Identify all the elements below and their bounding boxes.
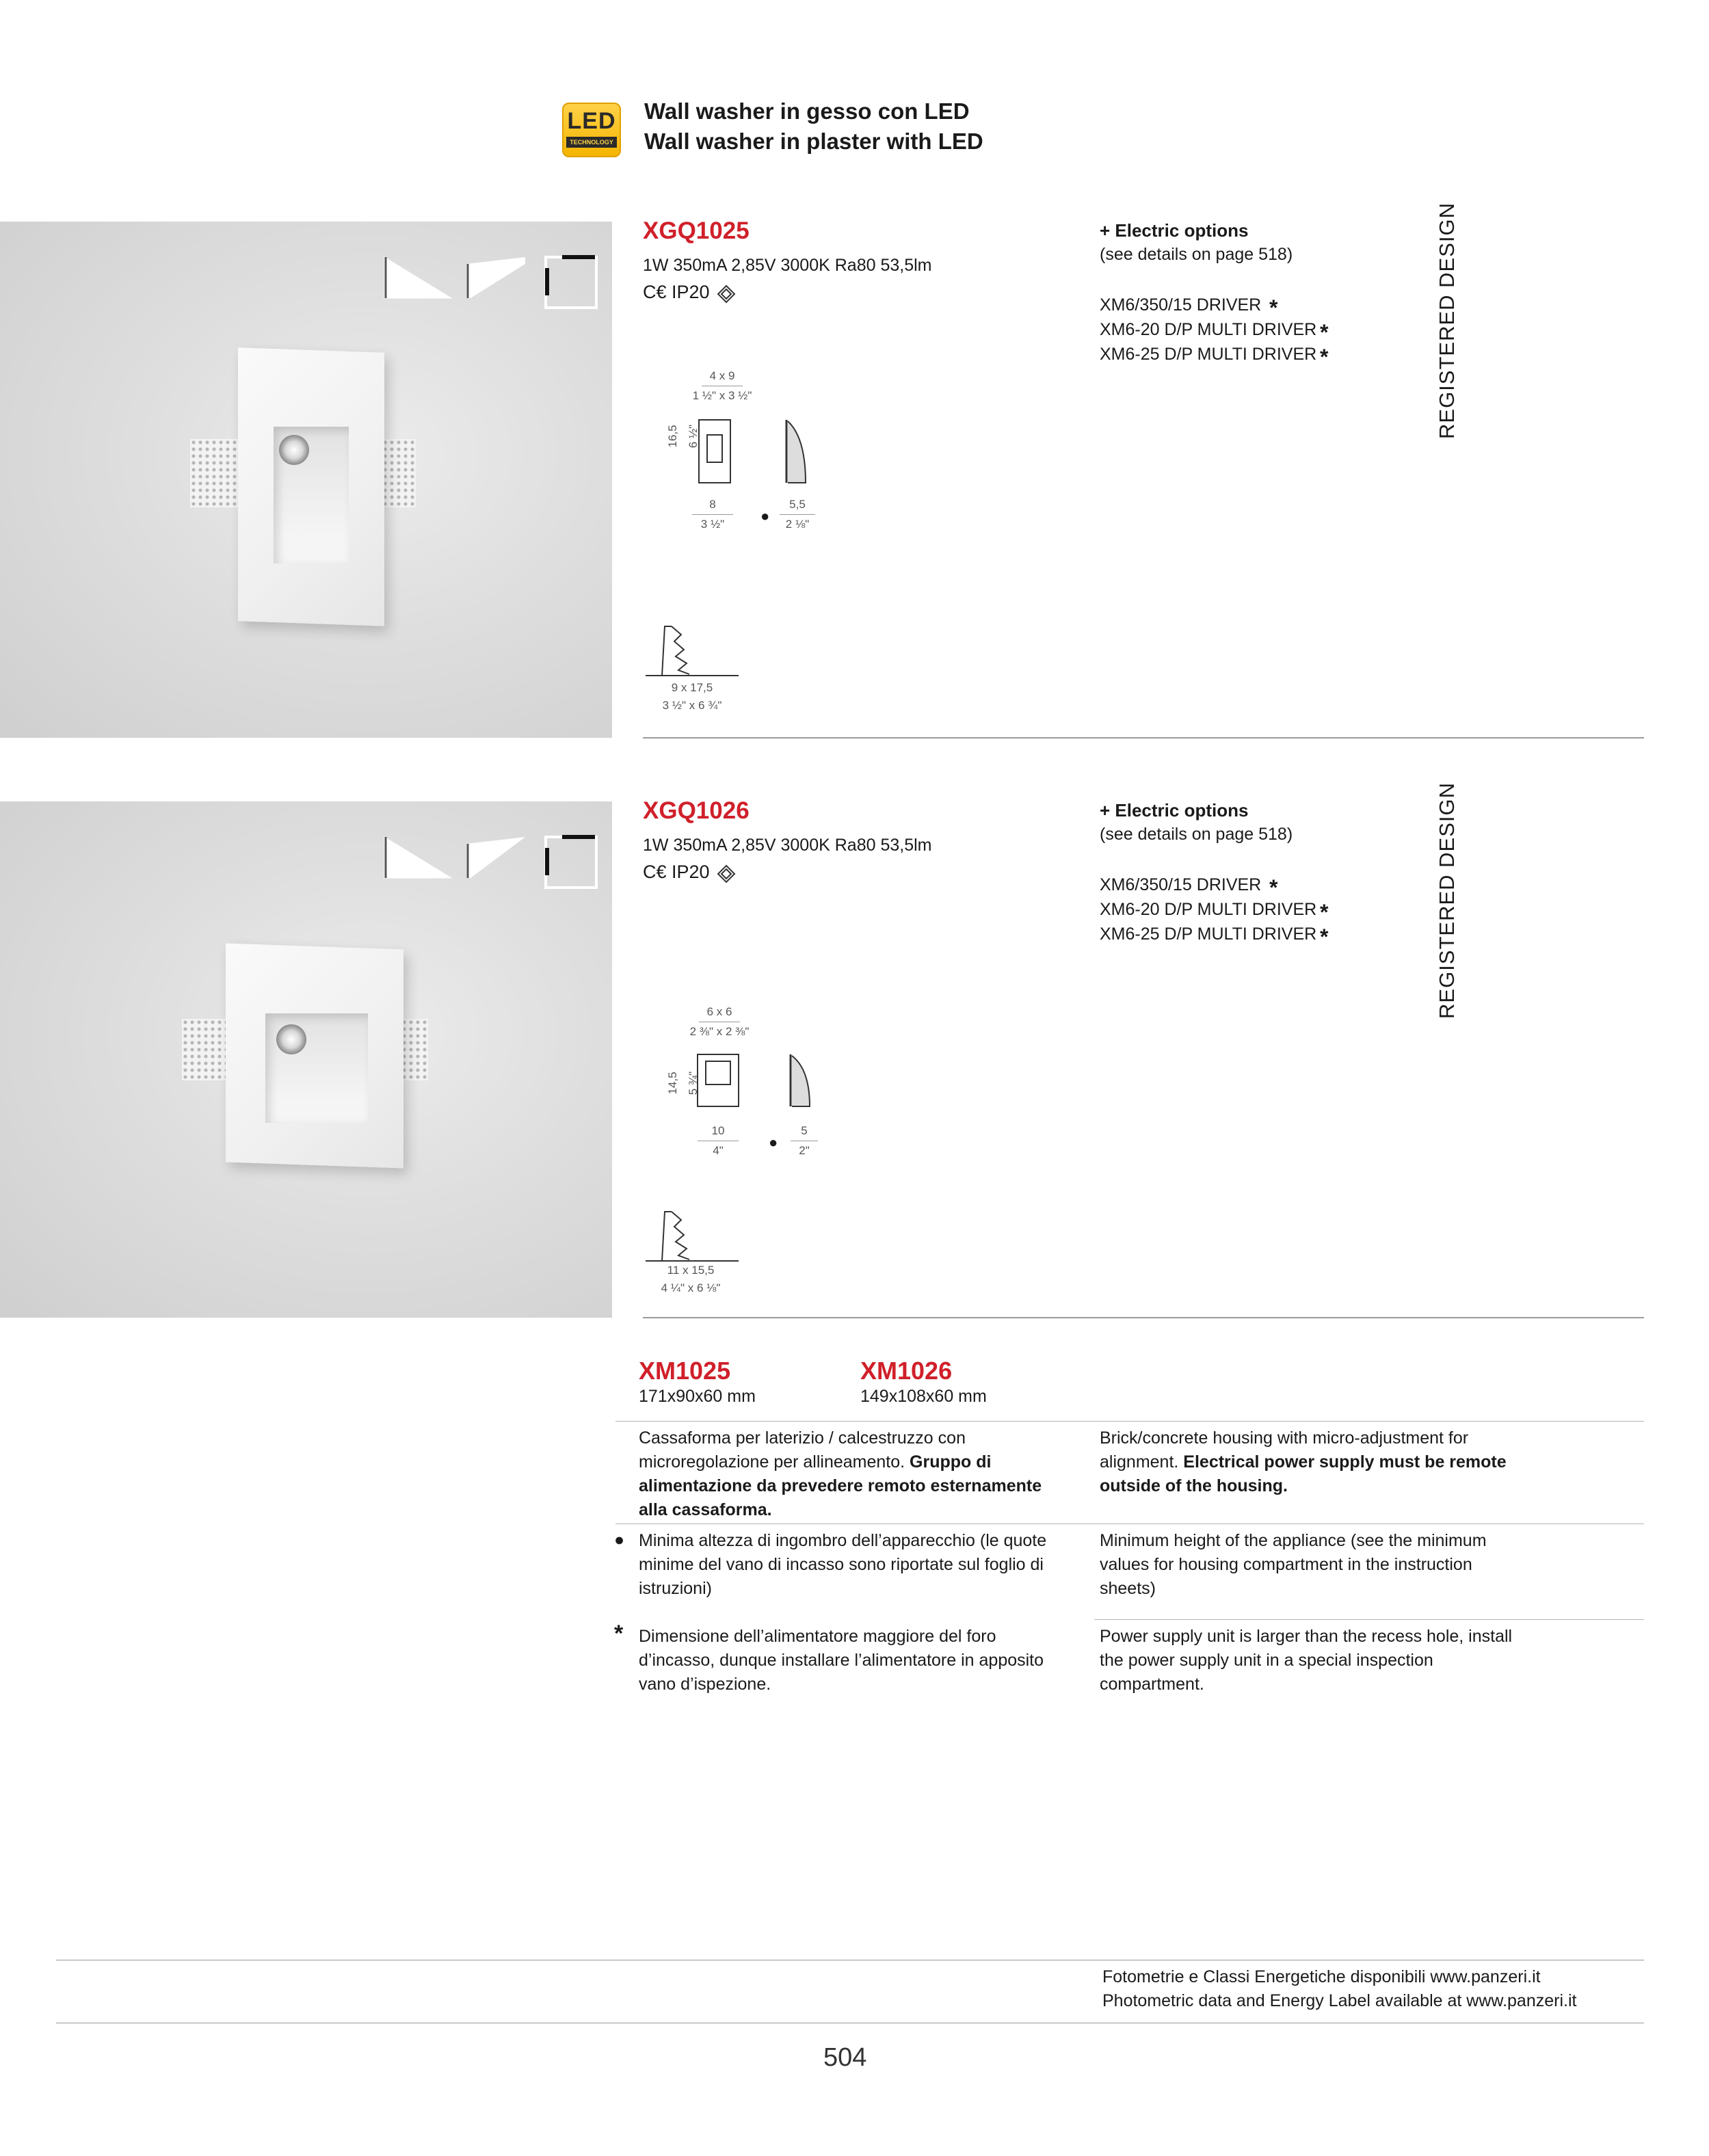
dim-width [672,498,754,531]
dim-depth-cm: 5 [801,1124,808,1137]
dim-width-in: 4" [713,1144,724,1157]
dim-width-cm: 8 [709,498,716,511]
option-item: XM6-20 D/P MULTI DRIVER [1100,900,1317,919]
product-code: XGQ1025 [643,217,750,244]
product-photo-xgq1026 [0,801,612,1318]
dim-cutout-in: 4 ¼" x 6 ⅛" [661,1281,721,1294]
dim-depth-in: 2" [799,1144,810,1157]
certification-marks: C€ IP20 [643,282,710,302]
product-code: XGQ1026 [643,797,750,824]
product-specs: 1W 350mA 2,85V 3000K Ra80 53,5lm [643,836,932,855]
dim-height-cm: 14,5 [666,1072,679,1095]
dim-width [677,1124,759,1158]
led-lens [279,435,309,465]
min-height-bullet: ● [769,1134,778,1151]
housing-note-english [1100,1426,1531,1498]
option-item: XM6-25 D/P MULTI DRIVER [1100,345,1317,364]
product-photo-xgq1025 [0,222,612,738]
option-item: XM6-20 D/P MULTI DRIVER [1100,320,1317,339]
dim-cutout-in: 3 ½" x 6 ¾" [662,699,722,712]
footer-line-italian: Fotometrie e Classi Energetiche disponibili www.panzeri.it [1102,1967,1541,1986]
options-note: (see details on page 518) [1100,825,1293,844]
psu-note-italian: Dimensione dell’alimentatore maggiore del foro d’incasso, dunque installare l’alimentatore in apposito vano d’ispezione. [639,1627,1044,1694]
badge-main-text: LED [567,108,616,134]
front-and-side-drawing [696,417,819,485]
dim-top [672,1005,767,1039]
option-item: XM6-25 D/P MULTI DRIVER [1100,924,1317,944]
housing-note-italian [639,1426,1070,1522]
registered-design-label: REGISTERED DESIGN [1435,202,1459,439]
dim-height-in: 6 ½" [687,424,700,449]
badge-sub-text: TECHNOLOGY [566,137,617,148]
dim-depth-cm: 5,5 [789,498,806,511]
title-italian: Wall washer in gesso con LED [644,98,970,124]
dim-depth [756,498,838,531]
section-divider [643,1317,1644,1318]
class-iii-icon [717,284,736,304]
notes-divider [615,1421,1644,1422]
option-item: XM6/350/15 DRIVER [1100,875,1262,894]
light-beam-icons [383,237,602,319]
min-height-note-english: Minimum height of the appliance (see the minimum values for housing compartment in the instruction sheets) [1100,1531,1487,1598]
housing-note-it-bold: Gruppo di alimentazione da prevedere remoto esternamente alla cassaforma. [639,1452,1042,1519]
dim-depth [763,1124,845,1158]
min-height-bullet: ● [760,507,770,524]
page-number: 504 [823,2043,867,2072]
dim-height-cm: 16,5 [666,425,679,448]
dim-top-in: 1 ½" x 3 ½" [692,389,752,402]
cutout-drawing [644,1208,740,1264]
footer-line-english: Photometric data and Energy Label available at www.panzeri.it [1102,1991,1577,2010]
star-marker: * [1320,320,1329,345]
housing-note-it-plain: Cassaforma per laterizio / calcestruzzo con microregolazione per allineamento. [639,1428,966,1472]
certification-marks: C€ IP20 [643,862,710,882]
dim-cutout-cm: 11 x 15,5 [667,1264,715,1277]
dim-cutout-cm: 9 x 17,5 [671,681,713,694]
housing-note-en-bold: Electrical power supply must be remote outside of the housing. [1100,1452,1507,1495]
cutout-drawing [644,622,740,678]
housing-code: XM1025 [639,1357,731,1385]
star-marker: * [1320,900,1329,924]
options-note: (see details on page 518) [1100,245,1293,264]
title-english: Wall washer in plaster with LED [644,129,983,154]
bullet-icon: ● [614,1530,625,1549]
dim-top-cm: 6 x 6 [706,1005,732,1018]
housing-code: XM1026 [860,1357,953,1385]
dim-width-in: 3 ½" [700,518,725,531]
notes-divider [1094,1619,1644,1620]
housing-note-en-plain: Brick/concrete housing with micro-adjustment for alignment. [1100,1428,1469,1472]
dim-top [674,369,770,403]
section-divider [643,737,1644,738]
options-title: + Electric options [1100,800,1249,821]
option-item: XM6/350/15 DRIVER [1100,295,1262,315]
led-lens [276,1024,306,1054]
product-specs: 1W 350mA 2,85V 3000K Ra80 53,5lm [643,256,932,275]
dim-top-in: 2 ⅜" x 2 ⅜" [689,1025,750,1038]
dim-height-in: 5 ¾" [687,1071,700,1095]
dim-top-cm: 4 x 9 [709,369,735,382]
front-and-side-drawing [695,1052,818,1120]
housing-size: 171x90x60 mm [639,1387,756,1406]
dim-depth-in: 2 ⅛" [785,518,810,531]
star-marker: * [1320,345,1329,369]
options-title: + Electric options [1100,220,1249,241]
star-marker: * [1269,875,1278,900]
light-beam-icons [383,816,602,899]
housing-size: 149x108x60 mm [860,1387,987,1406]
dim-width-cm: 10 [711,1124,725,1137]
led-technology-badge [562,103,621,157]
star-marker: * [1269,295,1278,320]
registered-design-label: REGISTERED DESIGN [1435,782,1459,1019]
notes-divider [615,1523,1644,1524]
min-height-note-italian: Minima altezza di ingombro dell’apparecchio (le quote minime del vano di incasso sono riportate sul foglio di istruzioni) [639,1531,1047,1598]
star-icon: * [614,1621,624,1647]
star-marker: * [1320,924,1329,949]
class-iii-icon [717,864,736,883]
psu-note-english: Power supply unit is larger than the recess hole, install the power supply unit in a special inspection compartment. [1100,1627,1513,1694]
